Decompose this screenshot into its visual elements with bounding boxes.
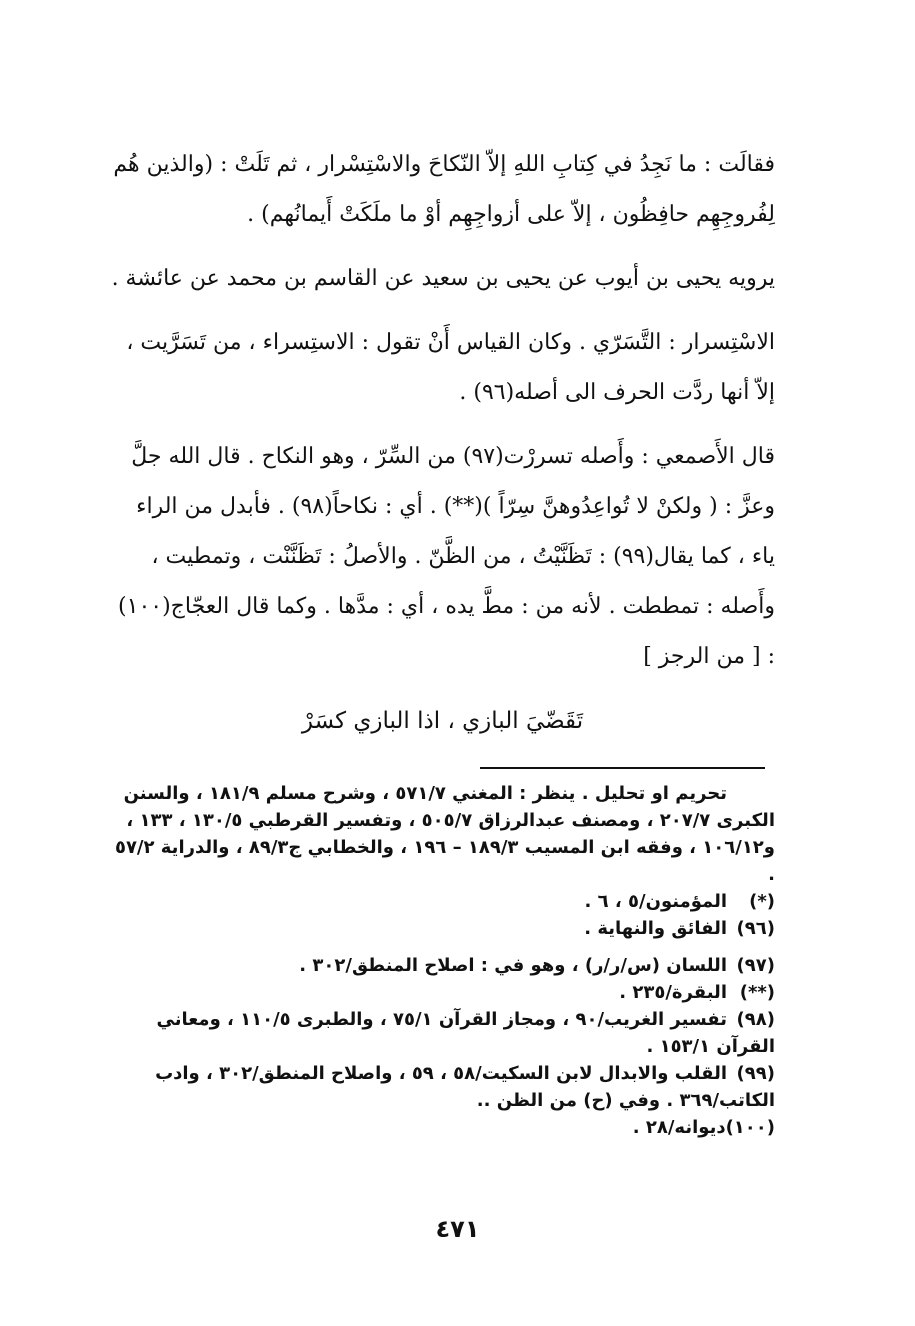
paragraph-istisrar: الاسْتِسرار : التَّسَرّي . وكان القياس أَنْ تقول : الاستِسراء ، من تَسَرَّيت ، إلاّ أنها ردَّت الحرف الى أصله(٩٦) . (126, 330, 775, 405)
footnote-text: تحريم او تحليل . ينظر : المغني ٥٧١/٧ ، وشرح مسلم ١٨١/٩ ، والسنن الكبرى ٢٠٧/٧ ، ومصنف عبدالرزاق ٥٠٥/٧ ، وتفسير القرطبي ١٣٠/٥ ، ١٣٣ ، و١٠٦/١٢ ، وفقه ابن المسيب ١٨٩/٣ – ١٩٦ ، والخطابي ج٨٩/٣ ، والدراية ٥٧/٢ . (114, 783, 775, 885)
footnote-text: الفائق والنهاية . (584, 918, 727, 939)
paragraph-narration: يرويه يحيى بن أيوب عن يحيى بن سعيد عن القاسم بن محمد عن عائشة . (111, 266, 775, 291)
footnote-number: (*) (749, 891, 775, 912)
footnote (110, 952, 775, 979)
footnote-number: (٩٦) (736, 918, 775, 939)
footnote-text: اللسان (س/ر/ر) ، وهو في : اصلاح المنطق/٣٠٢ . (299, 955, 727, 976)
footnote-number: (١٠٠) (725, 1117, 775, 1138)
footnote-text: تفسير الغريب/٩٠ ، ومجاز القرآن ٧٥/١ ، والطبرى ١١٠/٥ ، ومعاني القرآن ١٥٣/١ . (156, 1009, 775, 1057)
footnote (110, 1114, 775, 1141)
footnote-number: (**) (739, 982, 775, 1003)
page-number: ٤٧١ (435, 1215, 480, 1243)
footnote-number: (٩٨) (736, 1009, 775, 1030)
main-text (110, 140, 775, 746)
footnote-text: المؤمنون/٥ ، ٦ . (584, 891, 727, 912)
footnote-text: ديوانه/٢٨ . (632, 1117, 726, 1138)
footnote-number: (٩٩) (736, 1063, 775, 1084)
verse-line: تَقَضّيَ البازي ، اذا البازي كسَرْ (301, 708, 584, 734)
footnote (110, 979, 775, 1006)
footnote-text: القلب والابدال لابن السكيت/٥٨ ، ٥٩ ، واصلاح المنطق/٣٠٢ ، وادب الكاتب/٣٦٩ . وفي (ح) من الظن .. (155, 1063, 775, 1111)
footnote (110, 888, 775, 915)
footnotes (110, 780, 775, 1141)
footnote-divider (480, 767, 765, 769)
footnote (110, 915, 775, 942)
footnote (110, 1060, 775, 1114)
paragraph-hadith: فقالَت : ما نَجِدُ في كِتابِ اللهِ إلاّ النّكاحَ والاسْتِسْرار ، ثم تَلَتْ : (والذين هُم لِفُروجِهِم حافِظُون ، إلاّ على أزواجِهِم أوْ ما ملَكَتْ أَيمانُهم) . (113, 152, 775, 227)
footnote-number: (٩٧) (736, 955, 775, 976)
paragraph-asmai: قال الأَصمعي : وأَصله تسررْت(٩٧) من السِّرّ ، وهو النكاح . قال الله جلَّ وعزَّ : ( ولكنْ لا تُواعِدُوهنَّ سِرّاً )(**) . أي : نكاحاً(٩٨) . فأبدل من الراء ياء ، كما يقال(٩٩) : تَظَنَّيْتُ ، من الظَّنّ . والأصلُ : تَظَنَّنْت ، وتمطيت ، وأَصله : تمططت . لأنه من : مطَّ يده ، أي : مدَّها . وكما قال العجّاج(١٠٠) : [ من الرجز ] (118, 444, 775, 669)
footnote (110, 780, 775, 888)
footnote (110, 1006, 775, 1060)
footnote-text: البقرة/٢٣٥ . (619, 982, 727, 1003)
